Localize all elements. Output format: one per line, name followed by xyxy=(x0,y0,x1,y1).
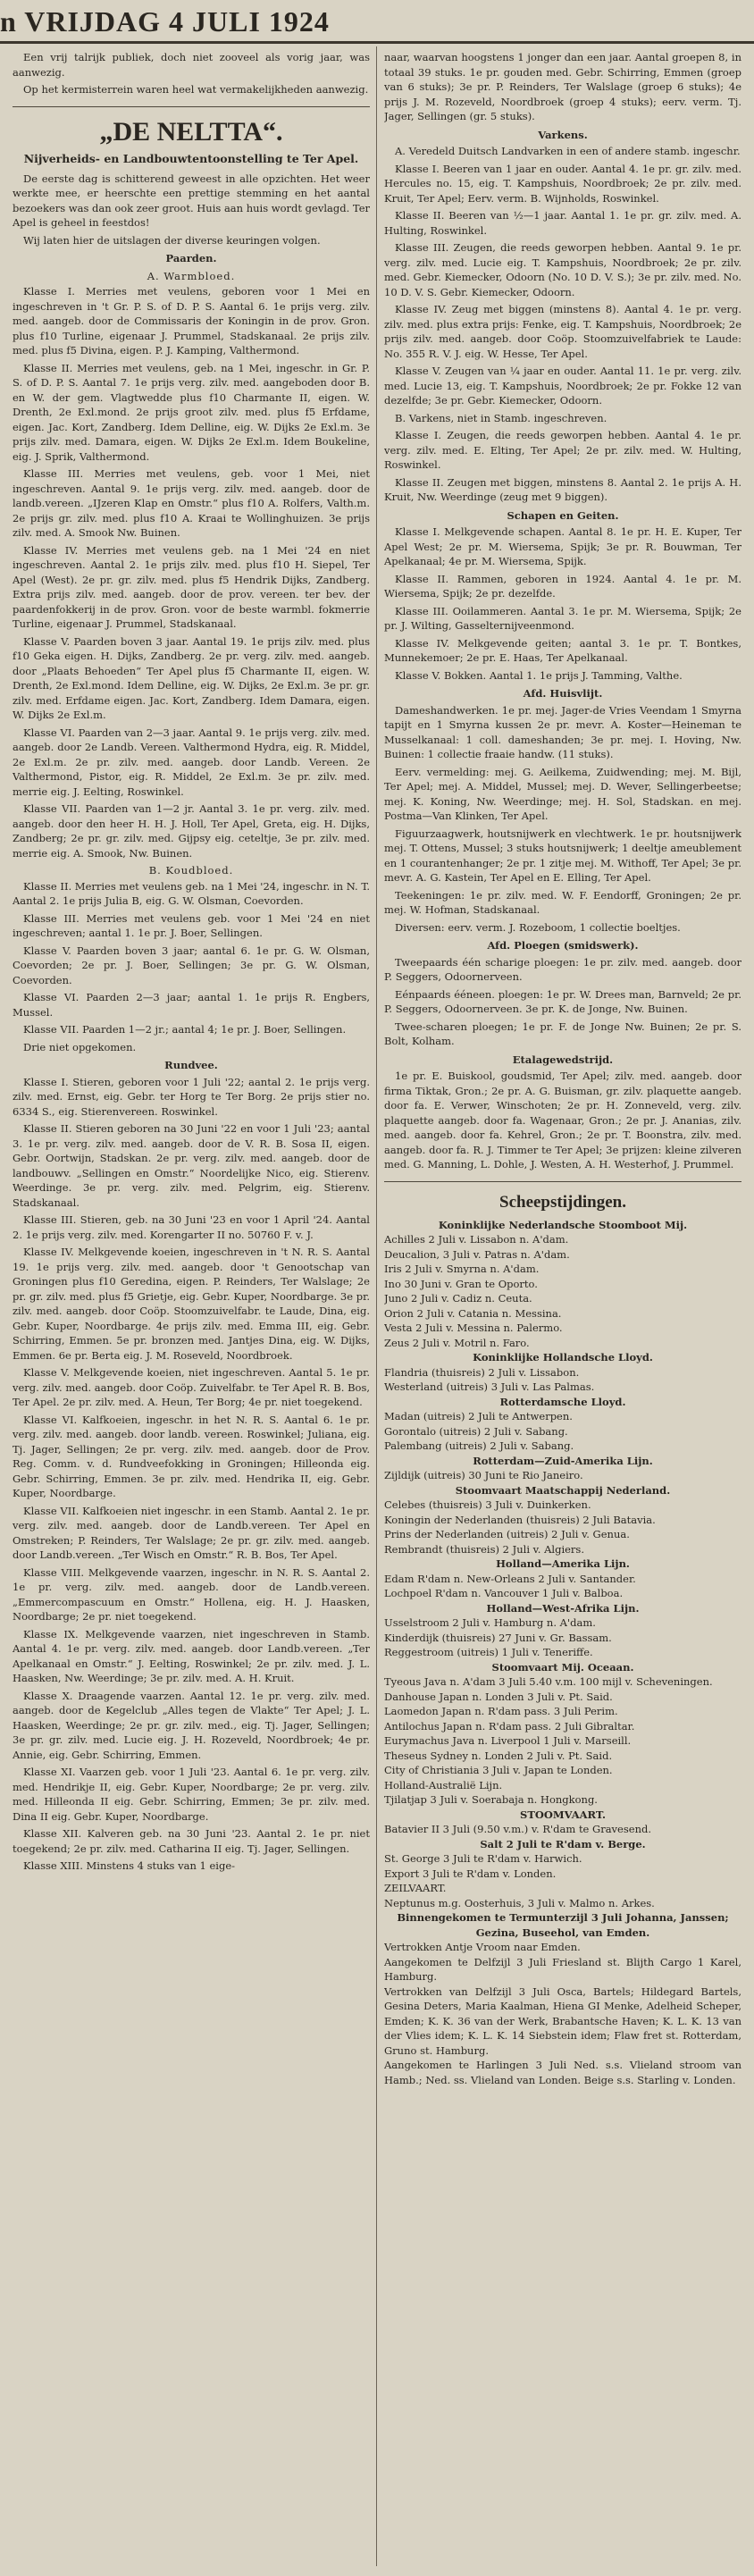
section-title: Schapen en Geiten. xyxy=(507,508,619,522)
section-title: Afd. Ploegen (smidswerk). xyxy=(487,939,639,952)
paragraph: Klasse II. Merries met veulens geb. na 1 Mei '24, ingeschr. in N. T. Aantal 2. 1e prijs Julia B, eig. G. W. Olsman, Coevorden. xyxy=(13,879,370,907)
shipping-entry: Aangekomen te Delfzijl 3 Juli Friesland st. Blijth Cargo 1 Karel, Hamburg. xyxy=(384,1955,741,1983)
left-column xyxy=(13,50,370,2565)
paragraph: Op het kermisterrein waren heel wat vermakelijkheden aanwezig. xyxy=(23,83,369,96)
shipping-entry: Koningin der Nederlanden (thuisreis) 2 Juli Batavia. xyxy=(384,1513,656,1526)
column-divider xyxy=(376,46,377,2566)
shipping-company-heading: Salt 2 Juli te R'dam v. Berge. xyxy=(480,1837,646,1850)
shipping-entry: Iris 2 Juli v. Smyrna n. A'dam. xyxy=(384,1263,540,1275)
shipping-entry: Flandria (thuisreis) 2 Juli v. Lissabon. xyxy=(384,1365,580,1379)
paragraph: Klasse XI. Vaarzen geb. voor 1 Juli '23. Aantal 6. 1e pr. verg. zilv. med. Hendrikje II, eig. Gebr. Kuper, Noordbarge; 2e pr. verg. zilv. med. Hilleonda II eig. Gebr. Schirring, Emmen; 3e pr. zilv. med. Dina II eig. Gebr. Kuper, Noordbarge. xyxy=(13,1766,370,1823)
shipping-entry: Ino 30 Juni v. Gran te Oporto. xyxy=(384,1277,538,1290)
shipping-entry: St. George 3 Juli te R'dam v. Harwich. xyxy=(384,1852,582,1865)
paragraph: Klasse VII. Paarden 1—2 jr.; aantal 4; 1e pr. J. Boer, Sellingen. xyxy=(23,1023,347,1036)
shipping-company-heading: Binnengekomen te Termunterzijl 3 Juli Johanna, Janssen; Gezina, Buseehol, van Emden. xyxy=(397,1911,729,1939)
paragraph: Klasse I. Beeren van 1 jaar en ouder. Aantal 4. 1e pr. gr. zilv. med. Hercules no. 15, eig. T. Kampshuis, Noordbroek; 2e pr. zilv. med. Kruit, Ter Apel; Eerv. verm. B. Wijnholds, Roswinkel. xyxy=(384,162,741,205)
intro xyxy=(13,50,370,97)
paragraph: Klasse II. Zeugen met biggen, minstens 8. Aantal 2. 1e prijs A. H. Kruit, Nw. Weerdinge (zeug met 9 biggen). xyxy=(384,475,741,503)
shipping-company-heading: Holland—Amerika Lijn. xyxy=(496,1557,630,1570)
shipping-entry: Lochpoel R'dam n. Vancouver 1 Juli v. Balboa. xyxy=(384,1587,624,1599)
section-heading xyxy=(384,128,741,143)
section-title: Rundvee. xyxy=(164,1059,218,1071)
paragraph: Klasse III. Merries met veulens geb. voor 1 Mei '24 en niet ingeschreven; aantal 1. 1e pr. J. Boer, Sellingen. xyxy=(13,911,370,939)
section-heading xyxy=(384,508,741,524)
paragraph: Eerv. vermelding: mej. G. Aeilkema, Zuidwending; mej. M. Bijl, Ter Apel; mej. A. Middel, Mussel; mej. D. Wever, Sellingerbeetse; mej. K. Koning, Nw. Weerdinge; mej. H. Sol, Stadskan. en mej. Postma—Van Klinken, Ter Apel. xyxy=(384,765,741,822)
results-block xyxy=(13,1075,370,1874)
divider xyxy=(13,106,370,107)
shipping-entry: Rembrandt (thuisreis) 2 Juli v. Algiers. xyxy=(384,1542,584,1556)
shipping-entry: Edam R'dam n. New-Orleans 2 Juli v. Santander. xyxy=(384,1572,636,1585)
results-block xyxy=(13,284,370,860)
shipping-company-heading: Stoomvaart Maatschappij Nederland. xyxy=(455,1483,671,1497)
shipping-list xyxy=(384,1218,741,2088)
paragraph: Klasse V. Bokken. Aantal 1. 1e prijs J. Tamming, Valthe. xyxy=(395,668,683,682)
shipping-entry: Danhouse Japan n. Londen 3 Juli v. Pt. Said. xyxy=(384,1690,613,1703)
paragraph: Diversen: eerv. verm. J. Rozeboom, 1 collectie boeltjes. xyxy=(395,920,681,934)
shipping-entry: Usselstroom 2 Juli v. Hamburg n. A'dam. xyxy=(384,1616,596,1629)
section-title: Afd. Huisvlijt. xyxy=(523,687,603,700)
shipping-entry: Prins der Nederlanden (uitreis) 2 Juli v. Genua. xyxy=(384,1528,630,1540)
paragraph: De eerste dag is schitterend geweest in alle opzichten. Het weer werkte mee, er heerschte een prettige stemming en het aantal bezoekers was dan ook zeer groot. Huis aan huis wordt gevlagd. Ter Apel is geheel in feestdos! xyxy=(13,172,370,229)
shipping-entry: Gorontalo (uitreis) 2 Juli v. Sabang. xyxy=(384,1424,568,1438)
paragraph: Klasse III. Ooilammeren. Aantal 3. 1e pr. M. Wiersema, Spijk; 2e pr. J. Wilting, Gasselternijveenmond. xyxy=(384,604,741,632)
shipping-entry: Vertrokken van Delfzijl 3 Juli Osca, Bartels; Hildegard Bartels, Gesina Deters, Maria Kaalman, Hiena GI Menke, Adelheid Scheper, Emden; K. K. 36 van der Werk, Brabantsche Haven; K. L. K. 13 van der Vlies idem; K. L. K. 14 Siebstein idem; Flaw fret st. Rotterdam, Gruno st. Hamburg. xyxy=(384,1984,741,2057)
shipping-entry: Kinderdijk (thuisreis) 27 Juni v. Gr. Bassam. xyxy=(384,1631,612,1644)
paragraph: Klasse VI. Paarden 2—3 jaar; aantal 1. 1e prijs R. Engbers, Mussel. xyxy=(13,991,370,1019)
section-heading: Scheepstijdingen. xyxy=(499,1192,626,1212)
paragraph: Klasse III. Stieren, geb. na 30 Juni '23 en voor 1 April '24. Aantal 2. 1e prijs verg. zilv. med. Korengarter II no. 50760 F. v. J. xyxy=(13,1213,370,1241)
results-block xyxy=(13,879,370,1055)
subsection-heading: B. Koudbloed. xyxy=(148,864,234,877)
shipping-company-heading: Stoomvaart Mij. Oceaan. xyxy=(491,1660,634,1674)
paragraph: Klasse V. Paarden boven 3 jaar; aantal 6. 1e pr. G. W. Olsman, Coevorden; 2e pr. J. Boer, Sellingen; 3e pr. G. W. Olsman, Coevorden. xyxy=(13,944,370,986)
paragraph: Klasse IV. Zeug met biggen (minstens 8). Aantal 4. 1e pr. verg. zilv. med. plus extra prijs: Fenke, eig. T. Kampshuis, Noordbroek; 2e prijs zilv. med. aangeb. door Coöp. Stoomzuivelfabriek te Laude: No. 355 R. V. J. eig. W. Hesse, Ter Apel. xyxy=(384,303,741,360)
shipping-entry: Tjilatjap 3 Juli v. Soerabaja n. Hongkong. xyxy=(384,1793,598,1806)
shipping-company-heading: Rotterdamsche Lloyd. xyxy=(499,1395,626,1408)
paragraph: Klasse III. Zeugen, die reeds geworpen hebben. Aantal 9. 1e pr. verg. zilv. med. Lucie eig. T. Kampshuis, Noordbroek; 2e pr. zilv. med. Gebr. Kiemecker, Odoorn (No. 10 D. V. S.); 3e pr. zilv. med. No. 10 D. V. S. Gebr. Kiemecker, Odoorn. xyxy=(384,241,741,298)
shipping-entry: Antilochus Japan n. R'dam pass. 2 Juli Gibraltar. xyxy=(384,1719,635,1733)
section-title: Varkens. xyxy=(538,128,588,141)
shipping-entry: Holland-Australië Lijn. xyxy=(384,1778,503,1791)
paragraph: Klasse XIII. Minstens 4 stuks van 1 eige- xyxy=(23,1859,236,1872)
paragraph: Klasse II. Rammen, geboren in 1924. Aantal 4. 1e pr. M. Wiersema, Spijk; 2e pr. dezelfde. xyxy=(384,572,741,600)
shipping-entry: Laomedon Japan n. R'dam pass. 3 Juli Perim. xyxy=(384,1705,618,1717)
shipping-entry: Westerland (uitreis) 3 Juli v. Las Palmas. xyxy=(384,1380,595,1393)
shipping-entry: Tyeous Java n. A'dam 3 Juli 5.40 v.m. 100 mijl v. Scheveningen. xyxy=(384,1675,713,1688)
shipping-entry: Orion 2 Juli v. Catania n. Messina. xyxy=(384,1306,562,1320)
shipping-company-heading: Koninklijke Nederlandsche Stoomboot Mij. xyxy=(438,1218,688,1231)
divider xyxy=(384,1181,741,1182)
shipping-company-heading: Koninklijke Hollandsche Lloyd. xyxy=(473,1351,653,1364)
shipping-company-heading: Holland—West-Afrika Lijn. xyxy=(486,1601,640,1615)
shipping-entry: Celebes (thuisreis) 3 Juli v. Duinkerken. xyxy=(384,1498,591,1511)
shipping-entry: Palembang (uitreis) 2 Juli v. Sabang. xyxy=(384,1439,574,1452)
results-block xyxy=(384,955,741,1049)
paragraph: B. Varkens, niet in Stamb. ingeschreven. xyxy=(395,411,607,424)
paragraph: Klasse XII. Kalveren geb. na 30 Juni '23. Aantal 2. 1e pr. niet toegekend; 2e pr. zilv. med. Catharina II eig. Tj. Jager, Sellingen. xyxy=(13,1827,370,1855)
shipping-entry: City of Christiania 3 Juli v. Japan te Londen. xyxy=(384,1764,613,1776)
results-block xyxy=(384,524,741,683)
paragraph: Klasse II. Merries met veulens, geb. na 1 Mei, ingeschr. in Gr. P. S. of D. P. S. Aantal 7. 1e prijs verg. zilv. med. aangeboden door B. en W. der gem. Vlagtwedde plus f10 Charmante II, eigen. W. Drenth, 2e Exl.mond. 2e prijs groot zilv. med. plus f5 Erfdame, eigen. Jac. Kort, Zandberg. Idem Delline, eig. W. Dijks 2e Exl.m. 3e prijs zilv. med. Damara, eigen. W. Dijks 2e Exl.m. Idem Boukeline, eig. J. Sprik, Valthermond. xyxy=(13,361,370,463)
shipping-entry: Madan (uitreis) 2 Juli te Antwerpen. xyxy=(384,1410,573,1422)
shipping-entry: Zijldijk (uitreis) 30 Juni te Rio Janeiro. xyxy=(384,1469,583,1481)
shipping-entry: Eurymachus Java n. Liverpool 1 Juli v. Marseill. xyxy=(384,1734,632,1747)
article-heading: „DE NELTTA“. xyxy=(99,116,283,147)
section-heading xyxy=(384,938,741,953)
shipping-entry: Achilles 2 Juli v. Lissabon n. A'dam. xyxy=(384,1233,569,1246)
paragraph: Wij laten hier de uitslagen der diverse keuringen volgen. xyxy=(23,233,321,247)
paragraph: A. Veredeld Duitsch Landvarken in een of andere stamb. ingeschr. xyxy=(395,145,741,157)
shipping-entry: Deucalion, 3 Juli v. Patras n. A'dam. xyxy=(384,1247,570,1261)
subsection-heading: A. Warmbloed. xyxy=(147,269,236,282)
article-subheading: Nijverheids- en Landbouwtentoonstelling te Ter Apel. xyxy=(23,151,359,165)
right-column xyxy=(384,50,741,2565)
paragraph: Dameshandwerken. 1e pr. mej. Jager-de Vries Veendam 1 Smyrna tapijt en 1 Smyrna kussen 2e pr. mevr. A. Koster—Heineman te Musselkanaal: 1 coll. dameshanden; 3e pr. mej. I. Hoving, Nw. Buinen: 1 collectie fraaie handw. (11 stuks). xyxy=(384,703,741,760)
shipping-entry: ZEILVAART. xyxy=(384,1882,447,1894)
shipping-entry: Juno 2 Juli v. Cadiz n. Ceuta. xyxy=(384,1292,532,1305)
section-heading xyxy=(13,251,370,266)
paragraph: Klasse IV. Melkgevende geiten; aantal 3. 1e pr. T. Bontkes, Munnekemoer; 2e pr. E. Haas, Ter Apelkanaal. xyxy=(384,636,741,664)
shipping-entry: Vesta 2 Juli v. Messina n. Palermo. xyxy=(384,1322,563,1334)
shipping-entry: Batavier II 3 Juli (9.50 v.m.) v. R'dam te Gravesend. xyxy=(384,1823,651,1835)
paragraph: Tweepaards één scharige ploegen: 1e pr. zilv. med. aangeb. door P. Seggers, Odoornerveen. xyxy=(384,955,741,983)
paragraph: Klasse VII. Kalfkoeien niet ingeschr. in een Stamb. Aantal 2. 1e pr. verg. zilv. med. aangeb. door de Landb.vereen. Ter Apel en Omstreken; P. Reinders, Ter Walslage; 2e pr. gr. zilv. med. aangeb. door Landb.vereen. „Ter Wisch en Omstr.“ R. B. Bos, Ter Apel. xyxy=(13,1504,370,1561)
shipping-entry: Vertrokken Antje Vroom naar Emden. xyxy=(384,1941,581,1953)
paragraph: Klasse V. Melkgevende koeien, niet ingeschreven. Aantal 5. 1e pr. verg. zilv. med. aangeb. door Coöp. Zuivelfabr. te Ter Apel R. B. Bos, Ter Apel. 2e pr. zilv. med. A. Heun, Ter Borg; 4e pr. niet toegekend. xyxy=(13,1366,370,1408)
paragraph: Klasse VII. Paarden van 1—2 jr. Aantal 3. 1e pr. verg. zilv. med. aangeb. door den heer H. H. J. Holl, Ter Apel, Greta, eig. H. Dijks, Zandberg; 2e pr. gr. zilv. med. Gijpsy eig. ceteltje, 3e pr. zilv. med. merrie eig. A. Smook, Nw. Buinen. xyxy=(13,802,370,860)
section-heading xyxy=(384,1053,741,1068)
results-block xyxy=(384,1069,741,1172)
paragraph: Eénpaards ééneen. ploegen: 1e pr. W. Drees man, Barnveld; 2e pr. P. Seggers, Odoornerveen. 3e pr. K. de Jonge, Nw. Buinen. xyxy=(384,987,741,1015)
results-block xyxy=(384,703,741,936)
paragraph: Klasse V. Paarden boven 3 jaar. Aantal 19. 1e prijs zilv. med. plus f10 Geka eigen. H. Dijks, Zandberg. 2e pr. verg. zilv. med. aangeb. door „Plaats Behoeden“ Ter Apel plus f5 Charmante II, eigen. W. Drenth, 2e Exl.mond. Idem Delline, eig. W. Dijks, 2e Exl.m. 3e pr. gr. zilv. med. Erfdame eigen. Jac. Kort, Zandberg. Idem Damara, eigen. W. Dijks 2e Exl.m. xyxy=(13,634,370,721)
paragraph: Klasse VI. Kalfkoeien, ingeschr. in het N. R. S. Aantal 6. 1e pr. verg. zilv. med. aangeb. door landb. vereen. Roswinkel; Juliana, eig. Tj. Jager, Sellingen; 2e pr. verg. zilv. med. aangeb. door de Prov. Reg. Comm. v. d. Rundveefokking in Groningen; Hilleonda eig. Gebr. Schirring, Emmen. 3e pr. zilv. med. Hendrika II, eig. Gebr. Kuper, Noordbarge. xyxy=(13,1413,370,1499)
section-heading xyxy=(384,686,741,701)
shipping-entry: Theseus Sydney n. Londen 2 Juli v. Pt. Said. xyxy=(384,1749,613,1762)
shipping-company-heading: Rotterdam—Zuid-Amerika Lijn. xyxy=(473,1454,653,1467)
paragraph: Klasse V. Zeugen van ¼ jaar en ouder. Aantal 11. 1e pr. verg. zilv. med. Lucie 13, eig. T. Kampshuis, Noordbroek; 2e pr. Fokke 12 van dezelfde; 3e pr. Gebr. Kiemecker, Odoorn. xyxy=(384,365,741,407)
shipping-entry: Zeus 2 Juli v. Motril n. Faro. xyxy=(384,1336,530,1349)
paragraph: Klasse VI. Paarden van 2—3 jaar. Aantal 9. 1e prijs verg. zilv. med. aangeb. door 2e Landb. Vereen. Valthermond Hydra, eig. R. Middel, 2e Exl.m. 2e pr. zilv. med. aangeb. door Landb. Vereen. 2e Valthermond, Pistor, eig. R. Middel, 2e Exl.m. 3e pr. zilv. med. merrie eig. J. Eelting, Roswinkel. xyxy=(13,726,370,798)
section-heading xyxy=(13,1058,370,1073)
paragraph: Klasse I. Stieren, geboren voor 1 Juli '22; aantal 2. 1e prijs verg. zilv. med. Ernst, eig. Gebr. ter Horg te Ter Borg. 2e prijs stier no. 6334 S., eig. Stierenvereen. Roswinkel. xyxy=(13,1075,370,1118)
paragraph: Drie niet opgekomen. xyxy=(23,1040,137,1053)
paragraph: Klasse IX. Melkgevende vaarzen, niet ingeschreven in Stamb. Aantal 4. 1e pr. verg. zilv. med. aangeb. door Landb.vereen. „Ter Apelkanaal en Omstr.“ J. Eelting, Roswinkel; 2e pr. zilv. med. J. L. Haasken, Nw. Weerdinge; 3e pr. zilv. med. A. H. Kruit. xyxy=(13,1627,370,1684)
shipping-entry: Reggestroom (uitreis) 1 Juli v. Teneriffe. xyxy=(384,1646,593,1658)
shipping-company-heading: STOOMVAART. xyxy=(520,1808,606,1821)
paragraph: Een vrij talrijk publiek, doch niet zooveel als vorig jaar, was aanwezig. xyxy=(13,51,370,79)
results-block xyxy=(384,144,741,505)
paragraph: 1e pr. E. Buiskool, goudsmid, Ter Apel; zilv. med. aangeb. door firma Tiktak, Gron.; 2e pr. A. G. Buisman, gr. zilv. plaquette aangeb. door fa. E. Verwer, Winschoten; 2e pr. H. Zonneveld, verg. zilv. plaquette aangeb. door fa. Wagenaar, Gron.; 2e pr. J. Ananias, zilv. med. aangeb. door fa. Kehrel, Gron.; 2e pr. T. Boonstra, zilv. med. aangeb. door fa. R. J. Timmer te Ter Apel; 3e prijzen: kleine zilveren med. G. Manning, L. Dohle, J. Westen, A. H. Westerhof, J. Prummel. xyxy=(384,1070,741,1171)
paragraph: Klasse I. Melkgevende schapen. Aantal 8. 1e pr. H. E. Kuper, Ter Apel West; 2e pr. M. Wiersema, Spijk; 3e pr. R. Bouwman, Ter Apelkanaal; 4e pr. M. Wiersema, Spijk. xyxy=(384,525,741,567)
paragraph: Klasse I. Merries met veulens, geboren voor 1 Mei en ingeschreven in 't Gr. P. S. of D. P. S. Aantal 6. 1e prijs verg. zilv. med. aangeb. door de Commissaris der Koningin in de prov. Gron. plus f10 Turline, eigenaar J. Prummel, Stadskanaal. 2e prijs zilv. med. plus f5 Divina, eigen. P. J. Kamping, Valthermond. xyxy=(13,285,370,357)
paragraph: Klasse II. Stieren geboren na 30 Juni '22 en voor 1 Juli '23; aantal 3. 1e pr. verg. zilv. med. aangeb. door de V. R. B. Sosa II, eigen. Gebr. Oortwijn, Stadskan. 2e pr. verg. zilv. med. aangeb. door de landbouwv. „Sellingen en Omstr.“ Noordelijke Nico, eig. Stierenv. Weerdinge. 3e pr. verg. zilv. med. Pelgrim, eig. Stierenv. Stadskanaal. xyxy=(13,1122,370,1209)
paragraph: Klasse IV. Merries met veulens geb. na 1 Mei '24 en niet ingeschreven. Aantal 2. 1e prijs zilv. med. plus f10 H. Siepel, Ter Apel (West). 2e pr. gr. zilv. med. plus f5 Hendrik Dijks, Zandberg. Extra prijs zilv. med. aangeb. door de prov. vereen. ter bev. der paardenfokkerij in de prov. Gron. voor de beste warmbl. fokmerrie Turline, eigenaar J. Prummel, Stadskanaal. xyxy=(13,543,370,630)
paragraph: Figuurzaagwerk, houtsnijwerk en vlechtwerk. 1e pr. houtsnijwerk mej. T. Ottens, Mussel; 3 stuks houtsnijwerk; 1 deeltje ameublement en 1 courantenhanger; 2e pr. 1 zitje mej. M. Withoff, Ter Apel; 3e pr. mevr. A. G. Kastein, Ter Apel en E. Elling, Ter Apel. xyxy=(384,827,741,884)
shipping-entry: Neptunus m.g. Oosterhuis, 3 Juli v. Malmo n. Arkes. xyxy=(384,1896,655,1909)
shipping-entry: Aangekomen te Harlingen 3 Juli Ned. s.s. Vlieland stroom van Hamb.; Ned. ss. Vlieland van Londen. Beige s.s. Starling v. Londen. xyxy=(384,2059,741,2086)
paragraph: Twee-scharen ploegen; 1e pr. F. de Jonge Nw. Buinen; 2e pr. S. Bolt, Kolham. xyxy=(384,1019,741,1047)
paragraph: Klasse II. Beeren van ½—1 jaar. Aantal 1. 1e pr. gr. zilv. med. A. Hulting, Roswinkel. xyxy=(384,209,741,237)
section-title: Etalagewedstrijd. xyxy=(512,1053,614,1066)
masthead xyxy=(0,0,754,44)
paragraph: Klasse VIII. Melkgevende vaarzen, ingeschr. in N. R. S. Aantal 2. 1e pr. verg. zilv. med. aangeb. door de Landb.vereen. „Emmercompascuum en Omstr.“ Hollena, eig. H. J. Haasken, Noordbarge; 2e pr. niet toegekend. xyxy=(13,1565,370,1623)
paragraph: Teekeningen: 1e pr. zilv. med. W. F. Eendorff, Groningen; 2e pr. mej. W. Hofman, Stadskanaal. xyxy=(384,888,741,916)
section-title: Paarden. xyxy=(165,252,217,264)
paragraph: Klasse III. Merries met veulens, geb. voor 1 Mei, niet ingeschreven. Aantal 9. 1e prijs verg. zilv. med. aangeb. door de landb.vereen. „IJzeren Klap en Omstr.“ plus f10 A. Rolfers, Valth.m. 2e prijs gr. zilv. med. plus f10 A. Kraai te Wollinghuizen. 3e prijs zilv. med. A. Smook Nw. Buinen. xyxy=(13,467,370,539)
page-title: n VRIJDAG 4 JULI 1924 xyxy=(0,5,330,38)
shipping-entry: Export 3 Juli te R'dam v. Londen. xyxy=(384,1867,557,1880)
paragraph: Klasse IV. Melkgevende koeien, ingeschreven in 't N. R. S. Aantal 19. 1e prijs verg. zilv. med. aangeb. door 't Genootschap van Groningen plus f10 Geredina, eigen. P. Reinders, Ter Walslage; 2e pr. gr. zilv. med. plus f5 Grietje, eig. Gebr. Kuper, Noordbarge. 3e pr. zilv. med. aangeb. door Coöp. Stoomzuivelfabr. te Laude, Dina, eig. Gebr. Kuper, Noordbarge. 4e prijs zilv. med. Emma III, eig. Gebr. Schirring, Emmen. 5e pr. bronzen med. Jantjes Dina, eig. W. Dijks, Emmen. 6e pr. Berta eig. J. M. Roseveld, Noordbroek. xyxy=(13,1246,370,1362)
paragraph: naar, waarvan hoogstens 1 jonger dan een jaar. Aantal groepen 8, in totaal 39 stuks. 1e pr. gouden med. Gebr. Schirring, Emmen (groep van 6 stuks); 3e pr. P. Reinders, Ter Walslage (groep 6 stuks); 4e prijs J. M. Rozeveld, Noordbroek (groep 4 stuks); eerv. verm. Tj. Jager, Sellingen (gr. 5 stuks). xyxy=(384,51,741,122)
paragraph: Klasse X. Draagende vaarzen. Aantal 12. 1e pr. verg. zilv. med. aangeb. door de Kegelclub „Alles tegen de Vlakte“ Ter Apel; J. L. Haasken, Weerdinge; 2e pr. gr. zilv. med., eig. Tj. Jager, Sellingen; 3e pr. gr. zilv. med. Lucie eig. J. H. Rozeveld, Noordbroek; 4e pr. Annie, eig. Gebr. Schirring, Emmen. xyxy=(13,1689,370,1761)
paragraph: Klasse I. Zeugen, die reeds geworpen hebben. Aantal 4. 1e pr. verg. zilv. med. E. Elting, Ter Apel; 2e pr. zilv. med. W. Hulting, Roswinkel. xyxy=(384,429,741,471)
